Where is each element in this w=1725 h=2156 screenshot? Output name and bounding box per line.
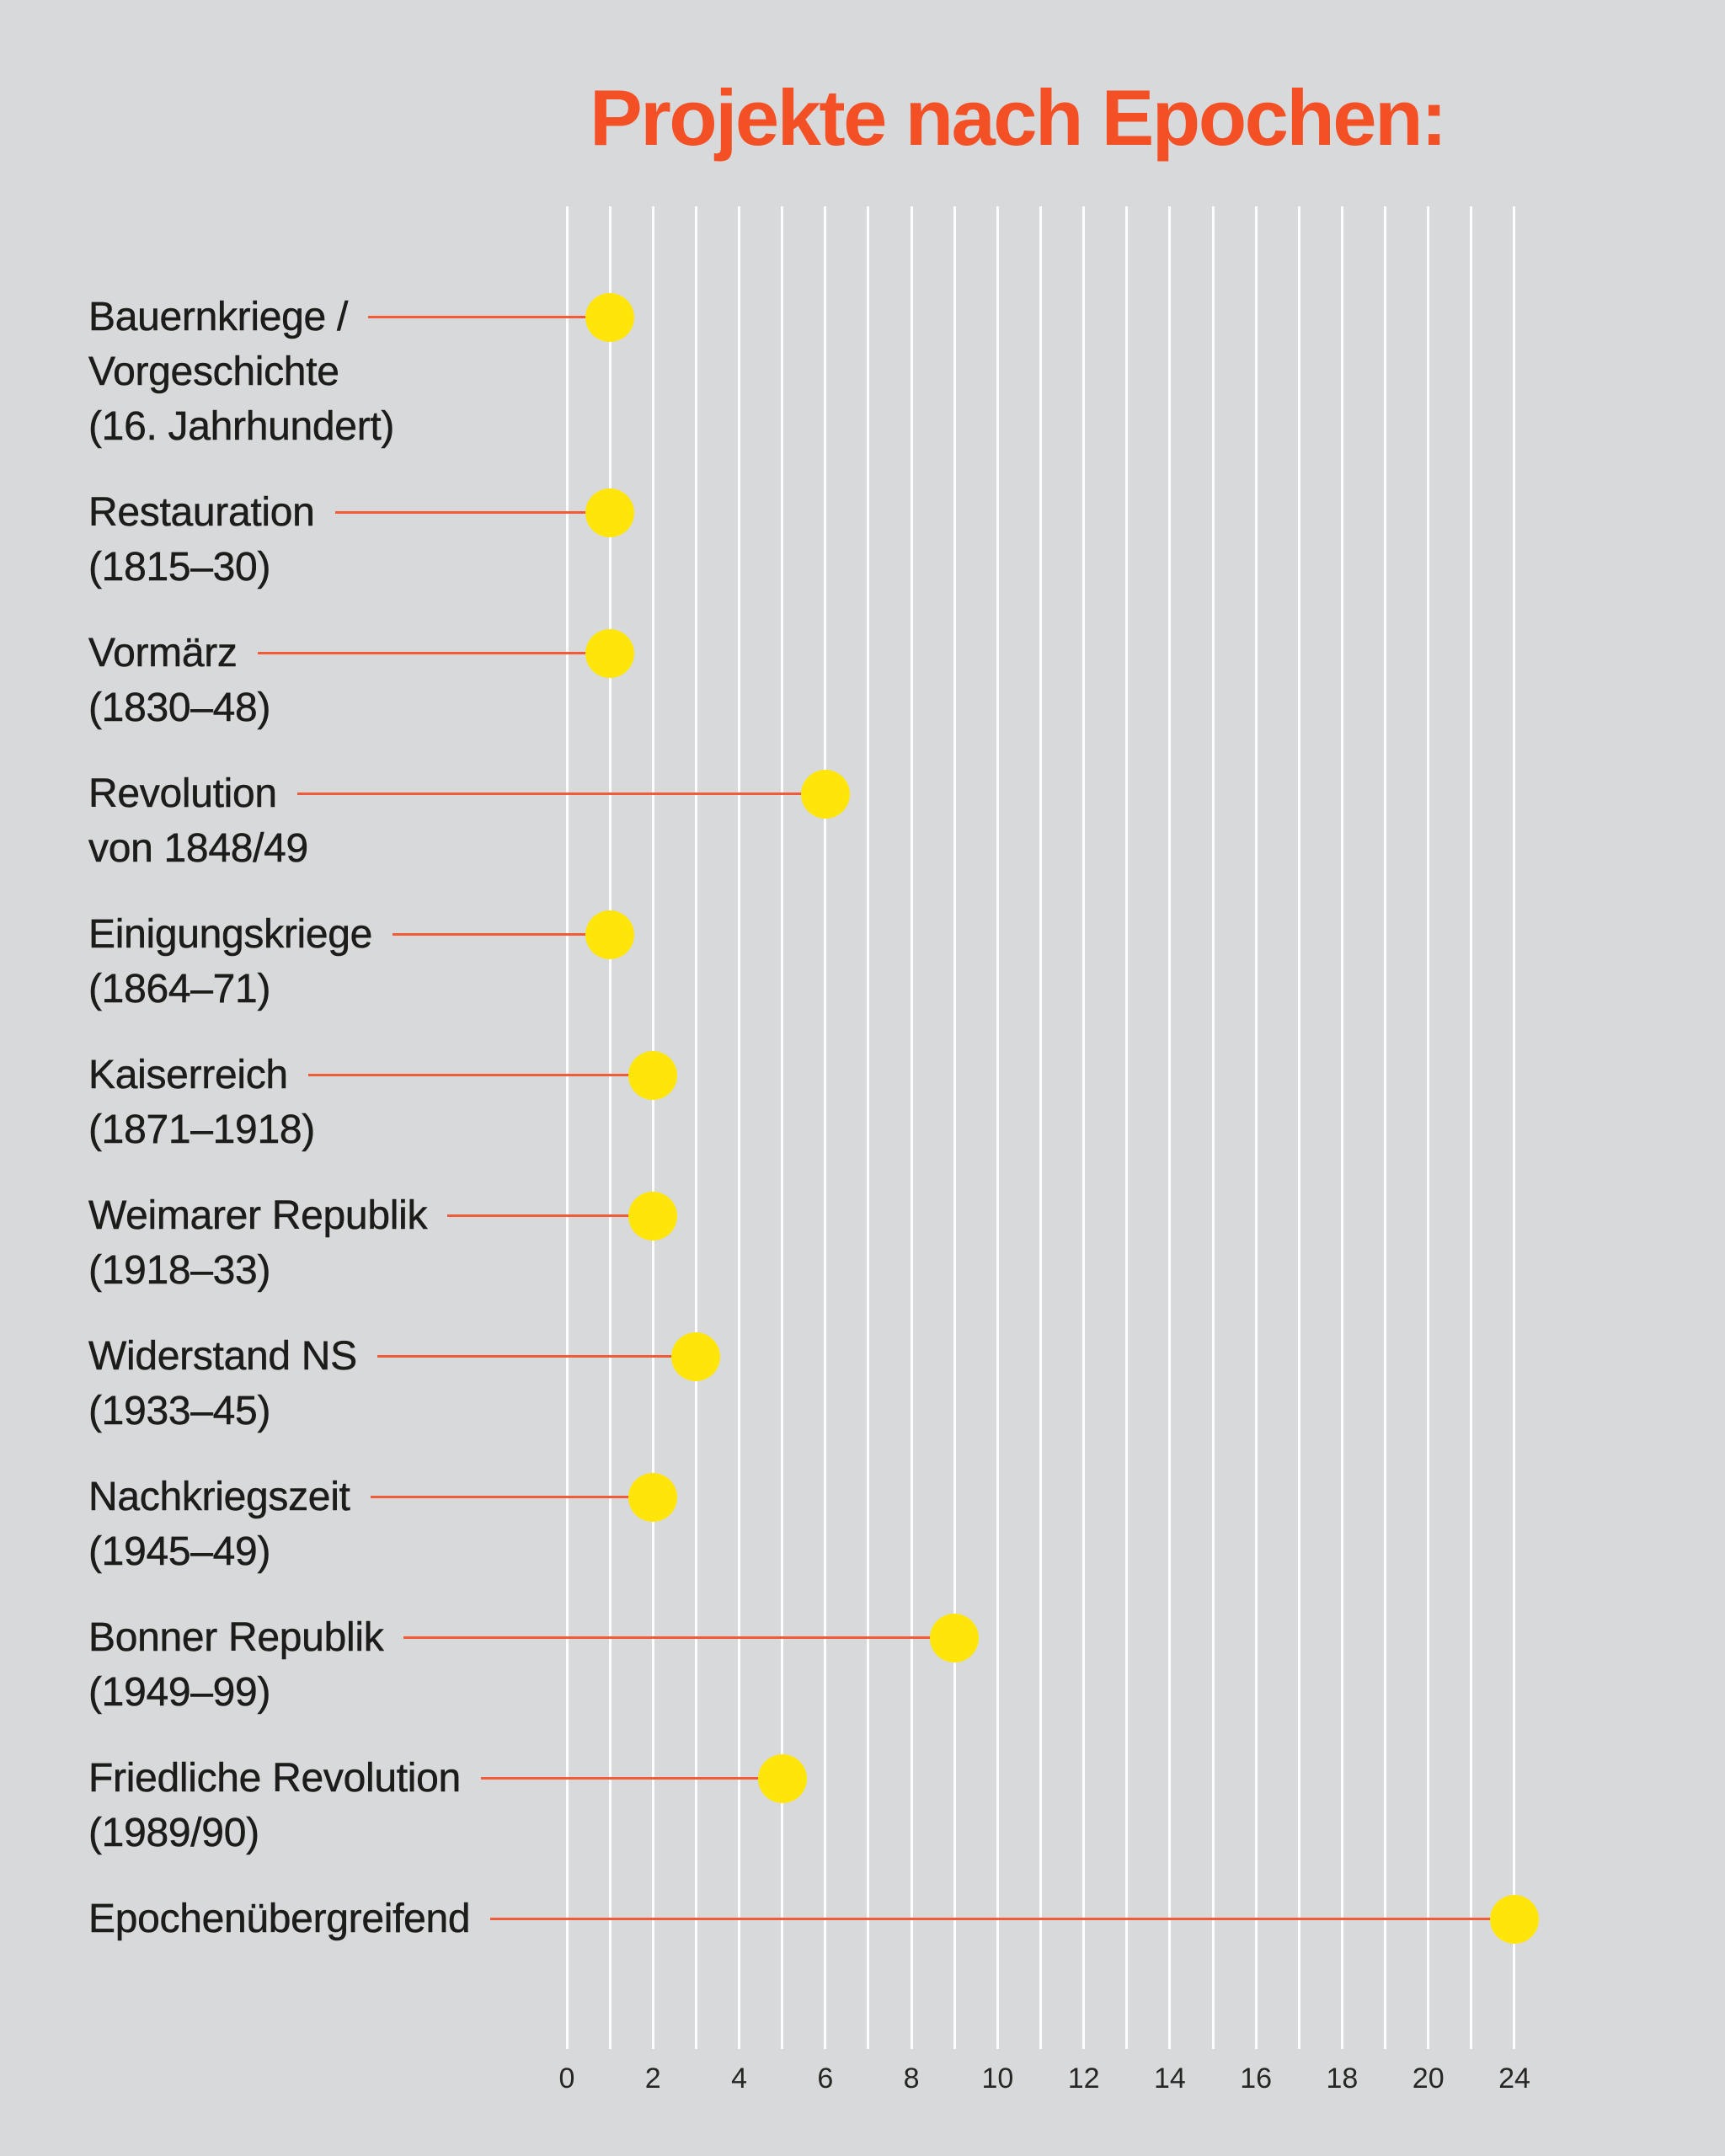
x-tick-label: 14	[1153, 2063, 1186, 2095]
gridline	[824, 206, 826, 2049]
epoch-label-line: (1945–49)	[88, 1529, 271, 1574]
connector-line	[403, 1636, 954, 1639]
connector-line	[297, 792, 825, 795]
data-dot	[1490, 1895, 1539, 1944]
connector-line	[371, 1496, 654, 1498]
connector-line	[335, 511, 611, 514]
epoch-label-line: Bauernkriege /	[88, 295, 348, 339]
gridline	[1212, 206, 1215, 2049]
epoch-label	[88, 1892, 470, 1946]
data-dot	[585, 488, 634, 537]
epoch-label-line: (1949–99)	[88, 1670, 271, 1715]
epoch-label-line: Vorgeschichte	[88, 350, 339, 394]
epoch-label	[88, 485, 315, 595]
epoch-label-line: (16. Jahrhundert)	[88, 404, 395, 449]
gridline	[1082, 206, 1085, 2049]
epoch-label-line: Friedliche Revolution	[88, 1756, 461, 1801]
epoch-label-line: Restauration	[88, 490, 315, 535]
epoch-label-line: (1933–45)	[88, 1389, 271, 1433]
gridline	[911, 206, 913, 2049]
epoch-label	[88, 1048, 315, 1157]
connector-line	[258, 652, 611, 654]
epoch-label	[88, 1751, 461, 1860]
epoch-label-line: (1918–33)	[88, 1248, 271, 1293]
epoch-label-line: Epochenübergreifend	[88, 1897, 471, 1941]
epoch-label-line: Vormärz	[88, 631, 238, 675]
gridline	[566, 206, 569, 2049]
epoch-label	[88, 1610, 383, 1720]
epoch-label-line: von 1848/49	[88, 826, 308, 871]
epoch-label	[88, 1470, 350, 1579]
epoch-label-line: (1815–30)	[88, 545, 271, 590]
epoch-label-line: Bonner Republik	[88, 1615, 384, 1660]
epoch-label-line: Weimarer Republik	[88, 1193, 428, 1238]
epoch-label-line: Kaiserreich	[88, 1053, 288, 1097]
epoch-label	[88, 626, 270, 735]
data-dot	[628, 1192, 677, 1241]
x-tick-label: 2	[644, 2063, 661, 2095]
gridline	[1513, 206, 1515, 2049]
gridline	[652, 206, 654, 2049]
data-dot	[758, 1754, 807, 1803]
x-tick-label: 8	[903, 2063, 920, 2095]
epoch-label-line: Revolution	[88, 771, 277, 816]
gridline	[953, 206, 956, 2049]
x-tick-label: 12	[1067, 2063, 1100, 2095]
x-tick-label: 24	[1498, 2063, 1530, 2095]
data-dot	[585, 629, 634, 678]
connector-line	[490, 1918, 1514, 1920]
epoch-label-line: (1989/90)	[88, 1811, 259, 1855]
gridline	[1039, 206, 1042, 2049]
connector-line	[481, 1777, 782, 1780]
epoch-label	[88, 907, 372, 1017]
epoch-label-line: (1864–71)	[88, 967, 271, 1011]
gridline	[1125, 206, 1128, 2049]
gridline	[1168, 206, 1171, 2049]
x-tick-label: 20	[1412, 2063, 1445, 2095]
epoch-label-line: Widerstand NS	[88, 1334, 357, 1379]
epoch-label-line: (1871–1918)	[88, 1107, 315, 1152]
connector-line	[447, 1214, 653, 1217]
connector-line	[308, 1074, 653, 1076]
epoch-label	[88, 290, 394, 454]
gridline	[738, 206, 740, 2049]
gridline	[695, 206, 697, 2049]
x-tick-label: 16	[1240, 2063, 1273, 2095]
epoch-label	[88, 766, 308, 876]
connector-line	[377, 1355, 697, 1358]
gridline	[1341, 206, 1343, 2049]
gridline	[609, 206, 611, 2049]
connector-line	[368, 316, 610, 318]
gridline	[1427, 206, 1429, 2049]
gridline	[1470, 206, 1472, 2049]
x-tick-label: 4	[731, 2063, 747, 2095]
data-dot	[801, 770, 850, 819]
gridline	[996, 206, 999, 2049]
gridline	[1255, 206, 1258, 2049]
data-dot	[628, 1051, 677, 1100]
epoch-label-line: Nachkriegszeit	[88, 1475, 350, 1519]
data-dot	[585, 293, 634, 342]
data-dot	[930, 1614, 979, 1662]
gridline	[1384, 206, 1386, 2049]
gridline	[867, 206, 869, 2049]
chart-title: Projekte nach Epochen:	[590, 73, 1445, 162]
data-dot	[671, 1332, 720, 1381]
epoch-label	[88, 1188, 427, 1298]
x-tick-label: 6	[817, 2063, 834, 2095]
epoch-label-line: (1830–48)	[88, 686, 271, 730]
x-tick-label: 0	[558, 2063, 575, 2095]
epoch-label-line: Einigungskriege	[88, 912, 373, 957]
x-tick-label: 10	[981, 2063, 1014, 2095]
data-dot	[628, 1473, 677, 1522]
connector-line	[393, 933, 610, 936]
gridline	[1298, 206, 1300, 2049]
data-dot	[585, 910, 634, 959]
epoch-label	[88, 1329, 357, 1438]
x-tick-label: 18	[1326, 2063, 1359, 2095]
